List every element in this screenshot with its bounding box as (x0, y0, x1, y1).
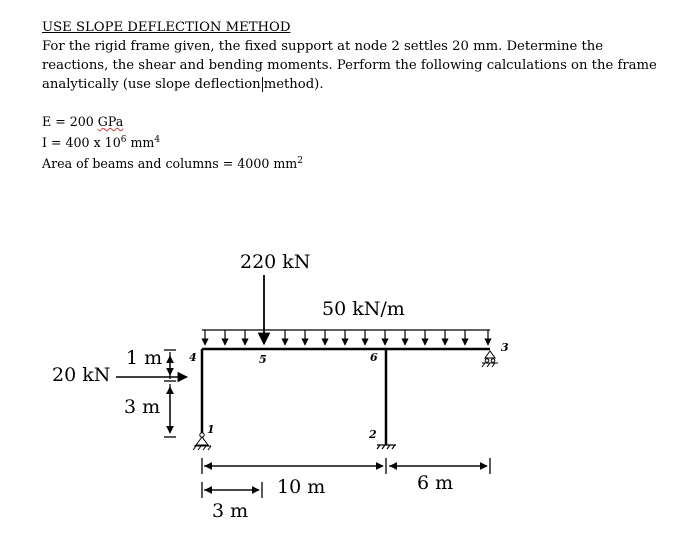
problem-heading: USE SLOPE DEFLECTION METHOD (42, 20, 291, 35)
dimension-6m-label: 6 m (417, 472, 454, 494)
distributed-load-label: 50 kN/m (322, 298, 405, 320)
node-3-label: 3 (501, 341, 509, 354)
modulus-unit: GPa (97, 114, 124, 129)
distributed-load (202, 330, 490, 345)
area-label: Area of beams and columns = 4000 mm (42, 156, 298, 172)
horizontal-load-label: 20 kN (52, 364, 111, 386)
node-2-label: 2 (369, 428, 377, 441)
dimension-1m-label: 1 m (126, 347, 163, 369)
problem-line-1: For the rigid frame given, the fixed support at node 2 settles 20 mm. Determine the (42, 39, 604, 54)
problem-line-3b: method). (263, 77, 324, 92)
area-exponent: 2 (297, 156, 303, 167)
dimension-3m-beam-label: 3 m (212, 500, 249, 522)
inertia-unit: mm (126, 135, 155, 151)
dimension-10m-label: 10 m (277, 476, 326, 498)
inertia-exponent: 6 (120, 135, 127, 145)
point-load-label: 220 kN (240, 251, 311, 273)
problem-line-3a: analytically (use slope deflection (42, 77, 261, 92)
inertia-label: I = 400 x 10 (42, 135, 121, 151)
dimension-3m-column-label: 3 m (124, 396, 161, 418)
node-4-label: 4 (189, 351, 197, 364)
inertia-unit-exponent: 4 (154, 135, 161, 145)
node-6-label: 6 (370, 351, 378, 364)
roller-support-node-3 (482, 351, 498, 367)
node-5-label: 5 (259, 353, 267, 366)
vertical-dimension (164, 350, 176, 437)
node-1-label: 1 (207, 423, 215, 436)
fixed-support-node-2 (377, 445, 396, 449)
problem-line-2: reactions, the shear and bending moments. Perform the following calculations on the frame (42, 58, 657, 73)
modulus-label: E = 200 (42, 114, 98, 129)
